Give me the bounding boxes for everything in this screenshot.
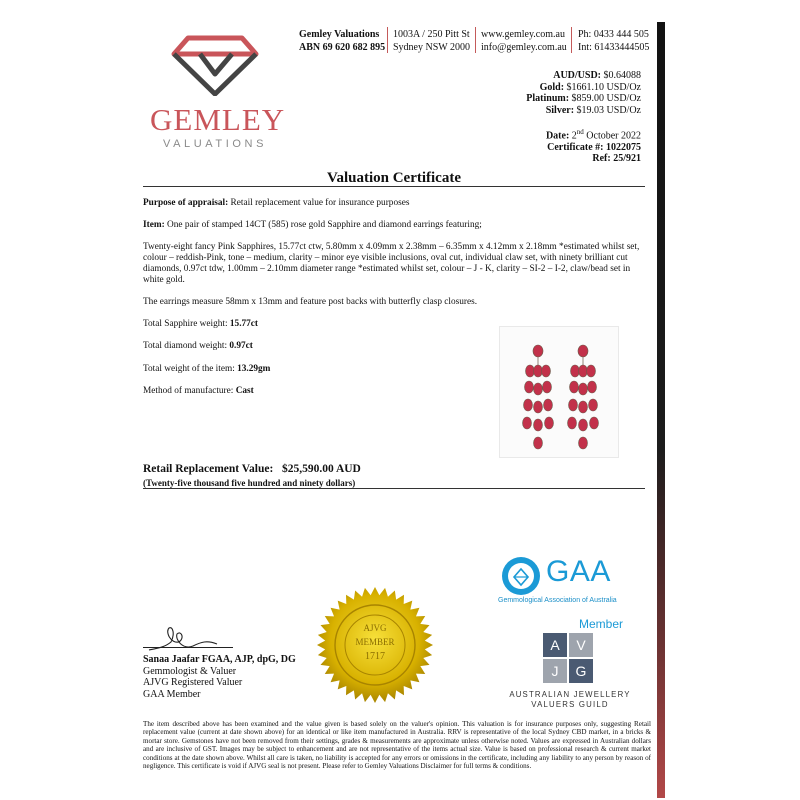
header-divider [571, 27, 572, 53]
header-divider [475, 27, 476, 53]
certificate-date [546, 127, 641, 142]
retail-value-label: Retail Replacement Value: [143, 463, 274, 475]
date-suffix: nd [576, 128, 584, 136]
seal-text: 1717 [365, 651, 385, 662]
certificate-number-label: Certificate #: [547, 141, 604, 153]
purpose-label: Purpose of appraisal: [143, 198, 229, 208]
ajvg-letter-j: J [543, 659, 567, 683]
valuer-signature [147, 620, 227, 656]
retail-divider [143, 488, 645, 489]
globe-icon [500, 555, 542, 597]
ajvg-name-line: AUSTRALIAN JEWELLERY [509, 690, 631, 699]
side-accent-bar [657, 22, 665, 798]
ref-label: Ref: [592, 153, 611, 165]
spec-line [143, 364, 483, 375]
address-line-2: Sydney NSW 2000 [393, 42, 471, 53]
metal-rates [526, 70, 641, 116]
seal-text: AJVG [363, 623, 387, 633]
rate-value: $19.03 USD/Oz [574, 104, 641, 116]
title-divider [143, 186, 645, 187]
ajvg-name-line: VALUERS GUILD [531, 700, 609, 709]
item-label: Item: [143, 220, 165, 230]
logo-subtitle: VALUATIONS [162, 138, 268, 150]
certificate-ref [546, 153, 641, 165]
item-line [143, 220, 645, 231]
spec-value: 15.77ct [229, 319, 259, 329]
valuer-registration: AJVG Registered Valuer [143, 677, 243, 688]
ajvg-letter-v: V [569, 633, 593, 657]
rate-row [526, 93, 641, 105]
earrings-image [500, 327, 620, 459]
retail-value-line [143, 463, 361, 475]
spec-label: Total diamond weight: [143, 341, 230, 351]
rate-label: Silver: [545, 104, 575, 116]
spec-line [143, 319, 483, 330]
ajvg-gold-seal [315, 585, 435, 705]
rate-label: AUD/USD: [553, 70, 601, 81]
signature-graphic [147, 620, 227, 656]
date-label: Date: [545, 130, 570, 142]
intl-phone-number: Int: 61433444505 [578, 42, 650, 53]
spec-label: Method of manufacture: [143, 386, 236, 396]
phone-block [578, 28, 649, 54]
item-description: Twenty-eight fancy Pink Sapphires, 15.77ct ctw, 5.80mm x 4.09mm x 2.38mm – 6.35mm x 4.12mm x 2.18mm *estimated whilst set, colour – reddish-Pink, tone – medium, clarity – minor eye visible inclusions, oval cut, individual claw set, with ninety brilliant cut diamonds, 0.97ct tdw, 1.00mm – 2.10mm diameter range *estimated whilst set, colour – J - K, clarity – SI-2 – I-2, claw/bead set in white gold. [143, 242, 640, 285]
gemley-logo [150, 34, 286, 154]
website-link[interactable]: www.gemley.com.au [481, 29, 565, 40]
rate-value: $859.00 USD/Oz [569, 93, 641, 104]
item-text: One pair of stamped 14CT (585) rose gold Sapphire and diamond earrings featuring; [164, 220, 482, 230]
gaa-logo [498, 555, 638, 611]
purpose-text: Retail replacement value for insurance purposes [228, 198, 410, 208]
header-divider [387, 27, 388, 53]
valuer-name-line [143, 654, 296, 666]
retail-value-words: (Twenty-five thousand five hundred and ninety dollars) [143, 478, 356, 488]
gem-icon [170, 34, 260, 96]
rate-label: Platinum: [526, 93, 570, 104]
ajvg-letter-a: A [543, 633, 567, 657]
spec-label: Total Sapphire weight: [143, 319, 230, 329]
ref-value: 25/921 [610, 153, 641, 165]
phone-number: Ph: 0433 444 505 [578, 29, 649, 40]
retail-value-amount: $25,590.00 AUD [281, 463, 361, 475]
company-name: Gemley Valuations [299, 29, 380, 40]
disclaimer-text: The item described above has been examined and the value given is based solely on the valuer's opinion. This valuation is for insurance purposes only, suggesting Retail replacement value (current at date shown above) for an identical or like item manufactured in Australia. RRV is representative of the local Sydney CBD market, in a bricks & mortar store. Gemstones have not been removed from their settings, grades & measurements are approximate unless otherwise noted. Values are expressed in Australian dollars and are inclusive of GST. Images may be subject to enhancement and are not representative of the items actual size. Value is based on professional research & current market conditions at the date shown above. Whilst all care is taken, no liability is accepted for any errors or omissions in the certificate, including any liability to any person by reason of negligence. This certificate is void if AJVG seal is not present. Please refer to Gemley Valuations Disclaimer for full terms & conditions. [143, 720, 651, 771]
ajvg-letter-g: G [569, 659, 593, 683]
seal-graphic [315, 585, 435, 705]
signature-line [143, 647, 233, 648]
spec-value: 13.29gm [237, 364, 271, 374]
seal-text: MEMBER [355, 637, 395, 647]
purpose-line [143, 198, 645, 209]
rate-label: Gold: [539, 81, 565, 93]
web-block [481, 28, 567, 54]
rate-value: $1661.10 USD/Oz [564, 81, 641, 93]
company-block [299, 28, 385, 54]
rate-row [526, 70, 641, 82]
logo-name: GEMLEY [150, 102, 286, 137]
date-rest: October 2022 [583, 130, 641, 142]
company-abn: ABN 69 620 682 895 [299, 42, 386, 53]
gaa-name: GAA [546, 555, 611, 588]
valuer-membership: GAA Member [143, 688, 201, 700]
valuer-details [143, 654, 296, 700]
document-title: Valuation Certificate [326, 170, 461, 186]
rate-row [526, 105, 641, 117]
certificate-number [546, 142, 641, 154]
certificate-number-value: 1022075 [603, 141, 641, 153]
spec-value: Cast [235, 386, 254, 396]
spec-label: Total weight of the item: [143, 364, 238, 374]
spec-line [143, 341, 483, 352]
item-measurements: The earrings measure 58mm x 13mm and feature post backs with butterfly clasp closures. [143, 297, 478, 307]
rate-value: $0.64088 [601, 70, 641, 81]
gaa-subtitle: Gemmological Association of Australia [498, 597, 617, 604]
date-day: 2 [569, 130, 577, 142]
ajvg-logo [543, 633, 597, 687]
email-link[interactable]: info@gemley.com.au [481, 42, 567, 53]
ajvg-name [500, 690, 640, 710]
certificate-info [546, 127, 641, 165]
spec-value: 0.97ct [229, 341, 253, 351]
spec-line [143, 386, 483, 397]
gaa-member-label: Member [579, 617, 624, 631]
address-line-1: 1003A / 250 Pitt St [393, 29, 470, 40]
rate-row [526, 82, 641, 94]
valuer-name: Sanaa Jaafar [143, 654, 200, 665]
valuer-credentials: FGAA, AJP, dpG, DG [199, 654, 296, 665]
address-block [393, 28, 470, 54]
item-photo [499, 326, 619, 458]
valuer-role: Gemmologist & Valuer [143, 665, 237, 677]
